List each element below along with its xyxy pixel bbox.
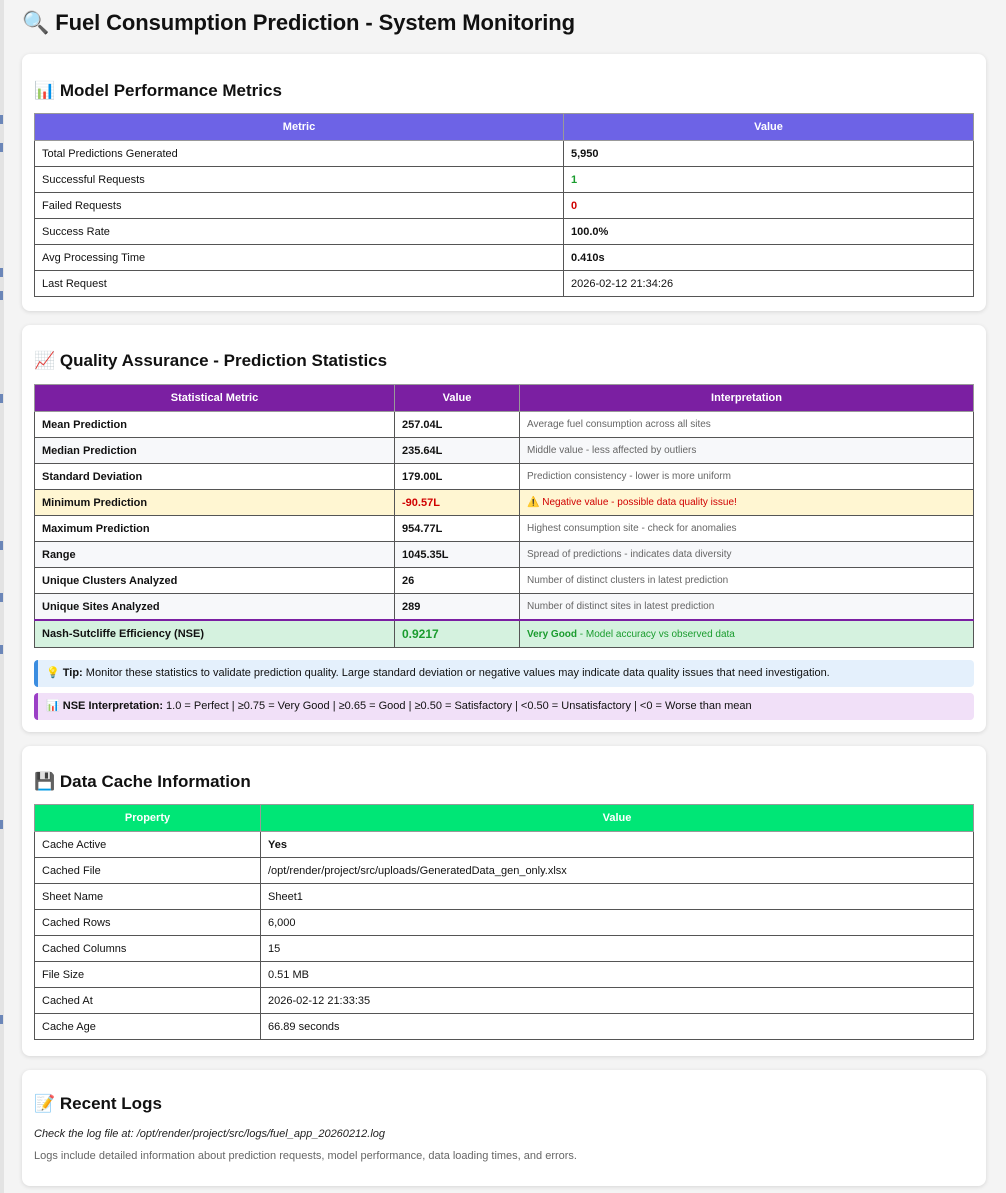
table-row — [35, 245, 974, 271]
property-name: Sheet Name — [35, 884, 261, 910]
nse-label: NSE Interpretation: — [62, 700, 163, 712]
metric-name: Total Predictions Generated — [35, 141, 564, 167]
column-header-value: Value — [261, 805, 974, 832]
stat-value: 289 — [395, 594, 520, 621]
cache-header-row — [35, 805, 974, 832]
property-value: 15 — [261, 936, 974, 962]
column-header-statistical-metric: Statistical Metric — [35, 385, 395, 412]
performance-table — [34, 113, 974, 297]
property-value: /opt/render/project/src/uploads/GeneratedData_gen_only.xlsx — [261, 858, 974, 884]
table-row — [35, 858, 974, 884]
table-row — [35, 832, 974, 858]
stat-name: Mean Prediction — [35, 412, 395, 438]
table-row — [35, 962, 974, 988]
lightbulb-icon: 💡 — [46, 667, 60, 679]
performance-card — [22, 54, 986, 311]
stat-value: 954.77L — [395, 516, 520, 542]
stat-interpretation: Number of distinct clusters in latest prediction — [520, 568, 974, 594]
logs-heading: 📝 Recent Logs — [34, 1094, 162, 1113]
tip-callout — [34, 660, 974, 687]
stat-name: Median Prediction — [35, 438, 395, 464]
table-row — [35, 167, 974, 193]
stat-value: 26 — [395, 568, 520, 594]
metric-name: Last Request — [35, 271, 564, 297]
stat-name: Range — [35, 542, 395, 568]
metric-value: 1 — [564, 167, 974, 193]
property-value: 6,000 — [261, 910, 974, 936]
quality-card — [22, 325, 986, 732]
property-value: Yes — [261, 832, 974, 858]
stat-value: 235.64L — [395, 438, 520, 464]
table-row — [35, 141, 974, 167]
property-name: Cache Active — [35, 832, 261, 858]
logs-card — [22, 1070, 986, 1186]
log-path-note: Check the log file at: /opt/render/project/src/logs/fuel_app_20260212.log — [34, 1128, 386, 1140]
warning-interpretation: ⚠️ Negative value - possible data quality issue! — [520, 490, 974, 516]
stat-name: Unique Clusters Analyzed — [35, 568, 395, 594]
quality-table — [34, 384, 974, 648]
table-row — [35, 464, 974, 490]
stat-interpretation: Average fuel consumption across all sites — [520, 412, 974, 438]
nse-text: 1.0 = Perfect | ≥0.75 = Very Good | ≥0.65 = Good | ≥0.50 = Satisfactory | <0.50 = Unsatisfactory | <0 = Worse than mean — [163, 700, 752, 712]
quality-heading: 📈 Quality Assurance - Prediction Statistics — [34, 351, 388, 370]
metric-name: Avg Processing Time — [35, 245, 564, 271]
stat-interpretation: Number of distinct sites in latest prediction — [520, 594, 974, 621]
stat-value: 1045.35L — [395, 542, 520, 568]
table-row — [35, 412, 974, 438]
table-row — [35, 594, 974, 621]
nse-description: - Model accuracy vs observed data — [577, 628, 735, 640]
table-row-nse — [35, 620, 974, 648]
metric-value: 100.0% — [564, 219, 974, 245]
table-row-warning — [35, 490, 974, 516]
nse-rating: Very Good — [527, 628, 578, 640]
stat-interpretation: Prediction consistency - lower is more uniform — [520, 464, 974, 490]
left-edge-strip — [0, 0, 4, 1193]
property-name: Cached File — [35, 858, 261, 884]
metric-value: 0.410s — [564, 245, 974, 271]
nse-value: 0.9217 — [395, 620, 520, 648]
property-name: Cache Age — [35, 1014, 261, 1040]
property-name: Cached At — [35, 988, 261, 1014]
stat-name: Unique Sites Analyzed — [35, 594, 395, 621]
table-row — [35, 438, 974, 464]
table-row — [35, 988, 974, 1014]
property-value: 0.51 MB — [261, 962, 974, 988]
table-row — [35, 936, 974, 962]
performance-header-row — [35, 114, 974, 141]
property-name: Cached Columns — [35, 936, 261, 962]
logs-description: Logs include detailed information about prediction requests, model performance, data loading times, and errors. — [34, 1150, 577, 1162]
tip-label: Tip: — [62, 667, 83, 679]
chart-icon: 📊 — [46, 700, 60, 712]
table-row — [35, 271, 974, 297]
table-row — [35, 219, 974, 245]
table-row — [35, 193, 974, 219]
stat-value: -90.57L — [395, 490, 520, 516]
stat-name: Maximum Prediction — [35, 516, 395, 542]
metric-name: Success Rate — [35, 219, 564, 245]
stat-interpretation: Highest consumption site - check for anomalies — [520, 516, 974, 542]
property-name: File Size — [35, 962, 261, 988]
stat-interpretation: Spread of predictions - indicates data diversity — [520, 542, 974, 568]
stat-value: 179.00L — [395, 464, 520, 490]
property-value: 2026-02-12 21:33:35 — [261, 988, 974, 1014]
column-header-metric: Metric — [35, 114, 564, 141]
column-header-property: Property — [35, 805, 261, 832]
quality-header-row — [35, 385, 974, 412]
property-value: 66.89 seconds — [261, 1014, 974, 1040]
property-name: Cached Rows — [35, 910, 261, 936]
column-header-value: Value — [395, 385, 520, 412]
table-row — [35, 884, 974, 910]
property-value: Sheet1 — [261, 884, 974, 910]
performance-heading: 📊 Model Performance Metrics — [34, 81, 282, 100]
table-row — [35, 1014, 974, 1040]
table-row — [35, 568, 974, 594]
column-header-interpretation: Interpretation — [520, 385, 974, 412]
stat-name: Nash-Sutcliffe Efficiency (NSE) — [35, 620, 395, 648]
table-row — [35, 910, 974, 936]
stat-name: Standard Deviation — [35, 464, 395, 490]
stat-name: Minimum Prediction — [35, 490, 395, 516]
tip-text: Monitor these statistics to validate prediction quality. Large standard deviation or negative values may indicate data quality issues that need investigation. — [82, 667, 830, 679]
cache-heading: 💾 Data Cache Information — [34, 772, 251, 791]
metric-value: 2026-02-12 21:34:26 — [564, 271, 974, 297]
cache-table — [34, 804, 974, 1040]
nse-callout — [34, 693, 974, 720]
page-title: 🔍 Fuel Consumption Prediction - System Monitoring — [22, 10, 575, 35]
stat-value: 257.04L — [395, 412, 520, 438]
cache-card — [22, 746, 986, 1056]
stat-interpretation: Middle value - less affected by outliers — [520, 438, 974, 464]
column-header-value: Value — [564, 114, 974, 141]
metric-value: 0 — [564, 193, 974, 219]
table-row — [35, 542, 974, 568]
metric-value: 5,950 — [564, 141, 974, 167]
metric-name: Failed Requests — [35, 193, 564, 219]
metric-name: Successful Requests — [35, 167, 564, 193]
table-row — [35, 516, 974, 542]
nse-interpretation — [520, 620, 974, 648]
